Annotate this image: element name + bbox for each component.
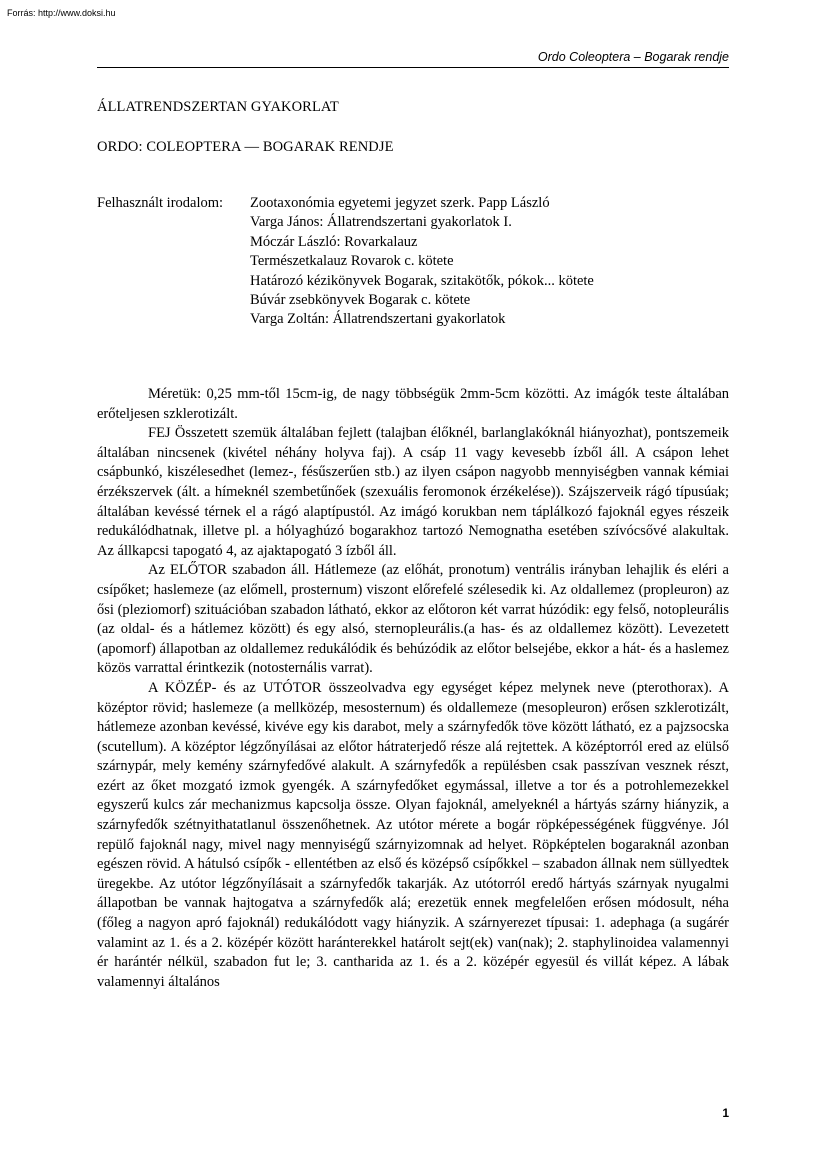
source-note: Forrás: http://www.doksi.hu — [7, 8, 116, 18]
literature-item: Varga Zoltán: Állatrendszertani gyakorlatok — [250, 311, 506, 328]
running-header: Ordo Coleoptera – Bogarak rendje — [537, 50, 729, 64]
paragraph-size: Méretük: 0,25 mm-től 15cm-ig, de nagy többségük 2mm-5cm közötti. Az imágók teste általában erőteljesen szklerotizált. — [97, 386, 729, 422]
literature-item: Zootaxonómia egyetemi jegyzet szerk. Papp László — [250, 195, 550, 211]
page-subtitle: ORDO: COLEOPTERA — BOGARAK RENDJE — [97, 139, 394, 155]
page-title: ÁLLATRENDSZERTAN GYAKORLAT — [97, 99, 339, 115]
literature-label: Felhasznált irodalom: — [97, 195, 224, 211]
literature-list — [250, 194, 594, 330]
body-text — [97, 385, 729, 992]
header-divider — [97, 67, 729, 68]
literature-item: Varga János: Állatrendszertani gyakorlatok I. — [250, 214, 512, 231]
literature-item: Határozó kézikönyvek Bogarak, szitakötők, pókok... kötete — [250, 272, 594, 289]
literature-item: Búvár zsebkönyvek Bogarak c. kötete — [250, 291, 471, 308]
paragraph-head: FEJ Összetett szemük általában fejlett (talajban élőknél, barlanglakóknál hiányozhat), pontszemeik általában nincsenek (kivétel néhány holyva faj). A csáp 11 vagy kevesebb ízből áll. A csápon lehet csápbunkó, kiszélesedhet (lemez-, fésűszerűen stb.) az ilyen csápon nagyobb mennyiségben vannak kémiai érzékszervek (ált. a hímeknél szembetűnőek (szexuális feromonok érzékelése)). Szájszerveik rágó típusúak; általában kevéssé térnek el a rágó alaptípustól. Az imágó korukban nem táplálkozó fajoknál egyes részeik redukálódhatnak, illetve pl. a hólyaghúzó bogarakhoz tartozó Nemognatha esetében szívócsővé alakultak. Az állkapcsi tapogató 4, az ajaktapogató 3 ízből áll. — [97, 425, 729, 559]
paragraph-prothorax: Az ELŐTOR szabadon áll. Hátlemeze (az előhát, pronotum) ventrális irányban lehajlik és eléri a csípőket; haslemeze (az előmell, prosternum) viszont előrefelé szélesedik ki. Az oldallemez (propleuron) az ősi (pleziomorf) szituációban szabadon látható, ekkor az előtoron két varrat húzódik: egy felső, notopleurális (az oldal- és a hátlemez között) és egy alsó, sternopleurális.(a has- és az oldallemez között). Levezetett (apomorf) állapotban az oldallemez redukálódik és behúzódik az előtor belsejébe, ekkor a hát- és a haslemez közös varrattal érintkezik (notosternális varrat). — [97, 562, 729, 677]
literature-item: Természetkalauz Rovarok c. kötete — [250, 253, 454, 270]
paragraph-pterothorax: A KÖZÉP- és az UTÓTOR összeolvadva egy egységet képez melynek neve (pterothorax). A középtor rövid; haslemeze (a mellközép, mesosternum) és oldallemeze (mesopleuron) erősen szklerotizált, hátlemeze azonban kevéssé, kivéve egy kis darabot, mely a szárnyfedők töve között látható, ez a pajzsocska (scutellum). A középtor légzőnyílásai az előtor hátraterjedő része alá rejtettek. A középtorról ered az elülső szárnypár, mely kemény szárnyfedővé alakult. A szárnyfedők a repülésben csak passzívan vesznek részt, ezért az őket mozgató izmok gyengék. A szárnyfedőket egymással, illetve a tor és a potrohlemezekkel egyszerű kulcs zár mechanizmus kapcsolja össze. Olyan fajoknál, amelyeknél a hártyás szárny hiányzik, a szárnyfedők szétnyithatatlanul összenőhetnek. Az utótor mérete a bogár röpképességének függvénye. Jól repülő fajoknál nagy, mivel nagy mennyiségű szárnyizomnak ad helyet. Röpképtelen bogaraknál azonban egészen rövid. A hátulsó csípők - ellentétben az első és középső csípőkkel – szabadon állnak nem süllyedtek üregekbe. Az utótor légzőnyílásait a szárnyfedők takarják. Az utótorról eredő hártyás szárnyak nyugalmi állapotban be vannak hajtogatva a szárnyfedők alá; erezetük ennek megfelelően erősen módosult, néha (főleg a nagyon apró fajoknál) redukálódott vagy hiányzik. A szárnyerezet típusai: 1. adephaga (a sugárér valamint az 1. és a 2. középér között haránterekkel határolt sejt(ek) van(nak); 2. staphylinoidea valamennyi ér harántér nélkül, szabadon fut le; 3. cantharida az 1. és a 2. középér egyesül és villát képez. A lábak valamennyi általános — [97, 679, 729, 990]
literature-item: Móczár László: Rovarkalauz — [250, 233, 418, 250]
page-number: 1 — [722, 1106, 729, 1120]
